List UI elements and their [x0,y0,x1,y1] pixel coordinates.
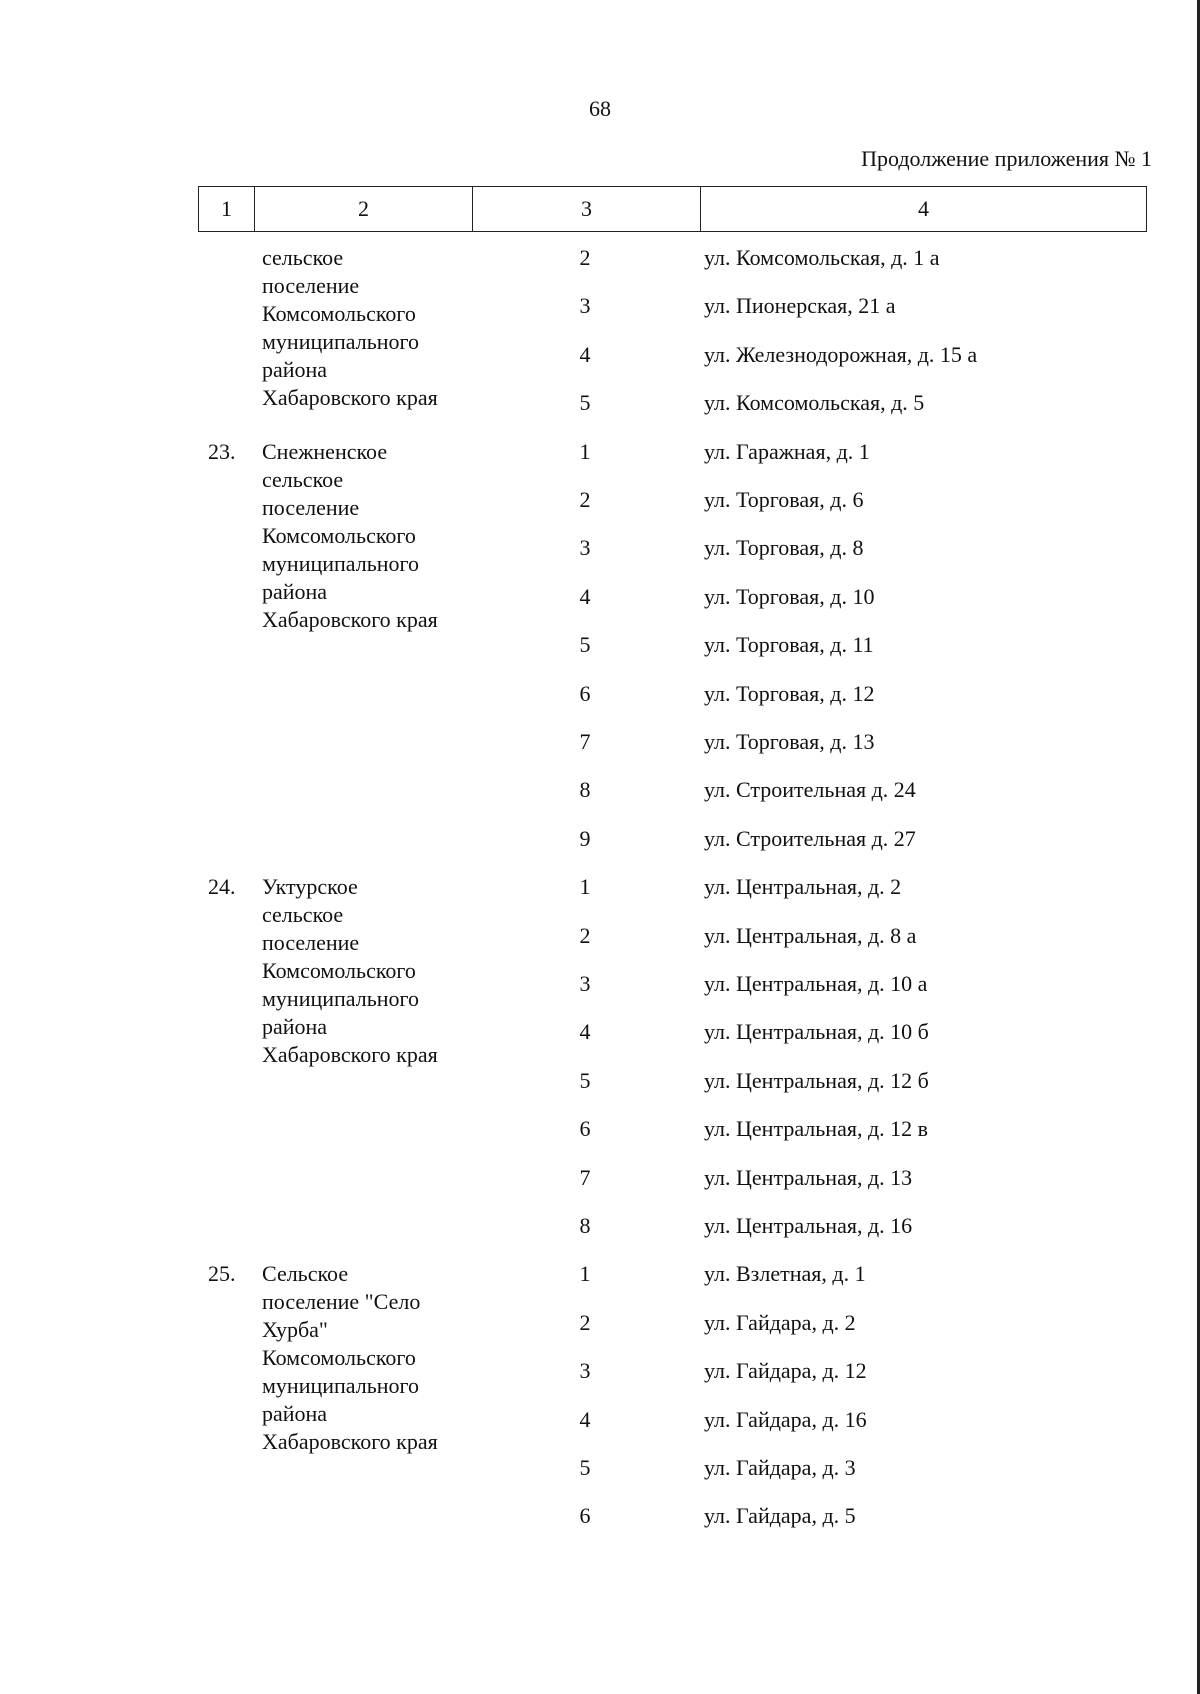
settlement-name-line: муниципального [262,1373,420,1399]
row-number: 8 [579,777,591,803]
settlement-name-line: района [262,1014,328,1040]
row-number: 3 [579,535,591,561]
table-row [0,1260,1200,1308]
row-number: 4 [579,1406,591,1432]
settlement-name-line: сельское [262,466,344,492]
row-address: ул. Центральная, д. 12 в [704,1116,929,1142]
row-address: ул. Строительная д. 24 [704,777,916,803]
header-col-1: 1 [199,187,255,232]
row-address: ул. Гайдара, д. 3 [704,1454,856,1480]
row-address: ул. Железнодорожная, д. 15 а [704,341,978,367]
settlement-name-line: муниципального [262,329,420,354]
table-row [0,776,1200,824]
settlement-name-line: Хурба" [262,1317,328,1343]
row-number: 6 [579,680,591,706]
row-number: 2 [579,922,591,948]
settlement-name-line: Комсомольского [262,1345,416,1371]
table-row [0,631,1200,679]
page-number: 68 [589,96,611,121]
table-row [0,1406,1200,1454]
table-row [0,292,1200,340]
settlement-name-line: района [262,357,328,382]
settlement-name-line: Хабаровского края [262,1042,438,1068]
settlement-name-line: Снежненское [262,438,388,464]
row-address: ул. Комсомольская, д. 5 [704,390,925,416]
row-number: 4 [579,583,591,609]
row-address: ул. Комсомольская, д. 1 а [704,245,940,270]
row-address: ул. Торговая, д. 6 [704,486,864,512]
row-number: 1 [579,438,591,464]
settlement-number: 23. [208,438,236,464]
table-row [0,922,1200,970]
row-number: 2 [579,486,591,512]
settlement-number: 25. [208,1261,236,1287]
settlement-name-line: Комсомольского [262,958,416,984]
table-row [0,438,1200,486]
table-row [0,1309,1200,1357]
table-row [0,825,1200,873]
table-row [0,534,1200,582]
settlement-name-line: Сельское [262,1261,349,1287]
row-number: 2 [579,245,591,270]
settlement-name-line: поселение [262,273,360,298]
table-row [0,389,1200,437]
settlement-name-line: поселение "Село [262,1289,421,1315]
row-number: 8 [579,1212,591,1238]
settlement-name-line: муниципального [262,986,420,1012]
settlement-name-line: Уктурское [262,874,358,900]
table-row [0,1067,1200,1115]
settlement-name-line: Комсомольского [262,522,416,548]
row-number: 5 [579,632,591,658]
row-number: 3 [579,970,591,996]
row-number: 1 [579,874,591,900]
table-row [0,1115,1200,1163]
row-address: ул. Пионерская, 21 а [704,293,896,319]
row-address: ул. Центральная, д. 13 [704,1164,913,1190]
table-row [0,970,1200,1018]
table-row [0,244,1200,292]
header-row [199,187,1147,232]
settlement-name-line: Хабаровского края [262,606,438,632]
settlement-name-line: Хабаровского края [262,385,438,410]
row-number: 5 [579,1454,591,1480]
settlement-number: 24. [208,874,236,900]
row-address: ул. Торговая, д. 12 [704,680,875,706]
table-row [0,1454,1200,1502]
row-number: 5 [579,1067,591,1093]
row-number: 6 [579,1503,591,1529]
settlement-name-line: сельское [262,245,344,270]
table-header [198,186,1147,232]
row-number: 9 [579,825,591,851]
header-col-4: 4 [701,187,1147,232]
row-address: ул. Гайдара, д. 12 [704,1358,867,1384]
table-row [0,341,1200,389]
row-address: ул. Гайдара, д. 2 [704,1309,856,1335]
row-address: ул. Строительная д. 27 [704,825,916,851]
settlement-name-line: сельское [262,902,344,928]
table-row [0,1164,1200,1212]
header-col-3: 3 [473,187,701,232]
row-number: 3 [579,293,591,319]
row-address: ул. Торговая, д. 13 [704,728,875,754]
row-address: ул. Центральная, д. 8 а [704,922,917,948]
table-row [0,873,1200,921]
row-address: ул. Гайдара, д. 5 [704,1503,856,1529]
row-address: ул. Центральная, д. 12 б [704,1067,929,1093]
row-address: ул. Гайдара, д. 16 [704,1406,867,1432]
row-number: 5 [579,390,591,416]
settlement-name-line: Комсомольского [262,301,416,326]
settlement-name-line: Хабаровского края [262,1429,438,1455]
table-row [0,728,1200,776]
row-address: ул. Центральная, д. 10 б [704,1019,929,1045]
row-address: ул. Центральная, д. 10 а [704,970,928,996]
table-row [0,583,1200,631]
row-address: ул. Гаражная, д. 1 [704,438,870,464]
header-col-2: 2 [255,187,473,232]
row-number: 6 [579,1116,591,1142]
row-address: ул. Центральная, д. 16 [704,1212,913,1238]
table-row [0,1357,1200,1405]
row-address: ул. Взлетная, д. 1 [704,1261,866,1287]
row-number: 4 [579,1019,591,1045]
continuation-caption: Продолжение приложения № 1 [861,146,1152,171]
row-number: 4 [579,341,591,367]
row-number: 7 [579,1164,591,1190]
settlement-name-line: поселение [262,930,360,956]
table-row [0,486,1200,534]
settlement-name-line: муниципального [262,550,420,576]
settlement-name-line: поселение [262,494,360,520]
settlement-name-line: района [262,1401,328,1427]
row-address: ул. Торговая, д. 10 [704,583,875,609]
row-address: ул. Торговая, д. 8 [704,535,864,561]
row-number: 1 [579,1261,591,1287]
table-row [0,1502,1200,1550]
table-row [0,1018,1200,1066]
row-address: ул. Центральная, д. 2 [704,874,902,900]
settlement-name-line: района [262,578,328,604]
row-address: ул. Торговая, д. 11 [704,632,874,658]
row-number: 7 [579,728,591,754]
row-number: 3 [579,1358,591,1384]
table-row [0,680,1200,728]
table-row [0,1212,1200,1260]
row-number: 2 [579,1309,591,1335]
